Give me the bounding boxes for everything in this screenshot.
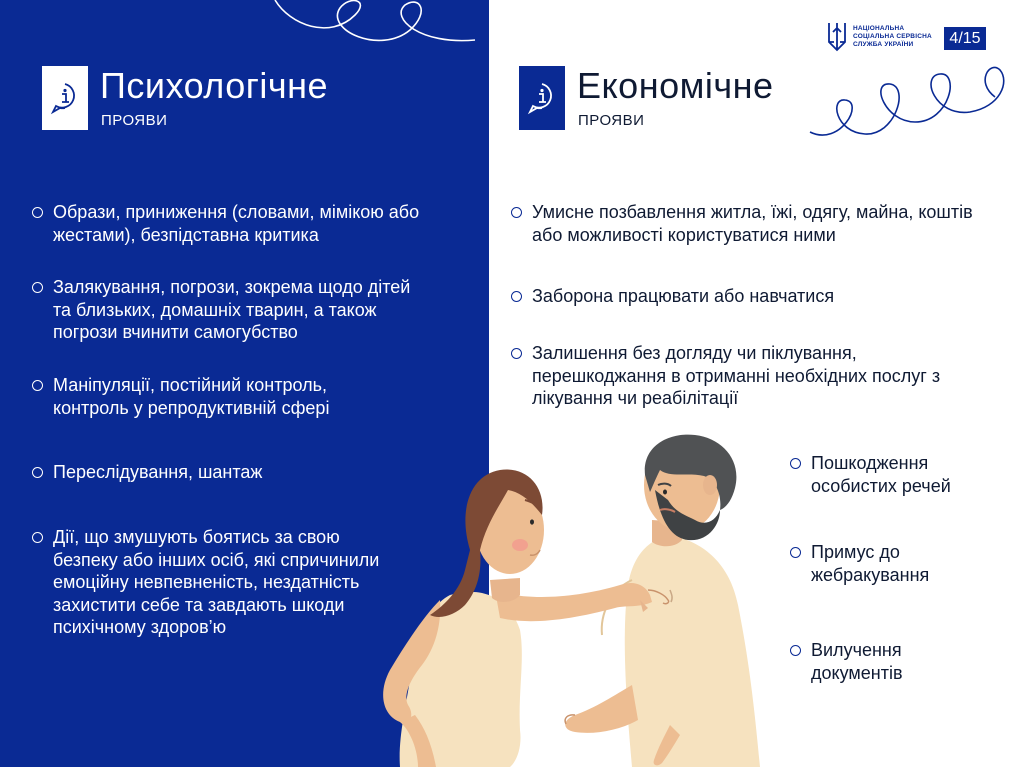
econ-item-5 [790, 541, 970, 586]
bullet-circle-icon [790, 458, 801, 469]
bullet-circle-icon [32, 467, 43, 478]
econ-item-6 [790, 639, 950, 684]
bullet-circle-icon [511, 348, 522, 359]
bullet-circle-icon [32, 532, 43, 543]
heading-psychological: Психологічне [100, 65, 329, 106]
econ-item-2 [511, 285, 996, 308]
psych-item-1-text: Образи, приниження (словами, мімікою або жестами), безпідставна критика [53, 202, 420, 245]
psych-item-2 [32, 276, 432, 344]
bullet-circle-icon [790, 547, 801, 558]
subheading-manifestations-right: ПРОЯВИ [578, 112, 645, 129]
bullet-circle-icon [511, 291, 522, 302]
econ-item-2-text: Заборона працювати або навчатися [532, 286, 835, 306]
bullet-circle-icon [32, 207, 43, 218]
agency-name-line3: СЛУЖБА УКРАЇНИ [853, 41, 914, 48]
psych-item-4 [32, 461, 392, 484]
psych-item-5 [32, 526, 382, 639]
subheading-manifestations-left: ПРОЯВИ [101, 112, 168, 129]
econ-item-5-text: Примус до жебракування [811, 542, 930, 585]
econ-item-1-text: Умисне позбавлення житла, їжі, одягу, майна, коштів або можливості користуватися ними [532, 202, 973, 245]
agency-name-line1: НАЦІОНАЛЬНА [853, 25, 905, 32]
trident-icon [826, 20, 848, 54]
info-bubble-icon [527, 81, 557, 115]
page-indicator: 4/15 [944, 27, 986, 50]
bullet-circle-icon [511, 207, 522, 218]
psych-item-3-text: Маніпуляції, постійний контроль, контроль у репродуктивній сфері [53, 375, 330, 418]
econ-item-4-text: Пошкодження особистих речей [811, 453, 951, 496]
couple-illustration [370, 430, 790, 767]
heading-economic: Економічне [577, 65, 774, 106]
agency-name [853, 25, 932, 49]
swirl-decoration-top [270, 0, 480, 60]
psych-item-3 [32, 374, 392, 419]
info-icon-box-left [42, 66, 88, 130]
bullet-circle-icon [790, 645, 801, 656]
psych-item-4-text: Переслідування, шантаж [53, 462, 263, 482]
psych-item-1 [32, 201, 462, 246]
agency-logo [826, 20, 932, 54]
bullet-circle-icon [32, 380, 43, 391]
bullet-circle-icon [32, 282, 43, 293]
psych-item-5-text: Дії, що змушують боятись за свою безпеку або інших осіб, які спричинили емоційну невпевненість, нездатність захистити себе та завдають шкоди психічному здоров’ю [53, 527, 380, 637]
econ-item-6-text: Вилучення документів [811, 640, 903, 683]
psych-item-2-text: Залякування, погрози, зокрема щодо дітей та близьких, домашніх тварин, а також погрози вчинити самогубство [53, 277, 411, 342]
agency-name-line2: СОЦІАЛЬНА СЕРВІСНА [853, 33, 932, 40]
econ-item-4 [790, 452, 990, 497]
econ-item-3 [511, 342, 951, 410]
swirl-decoration-right [810, 62, 1020, 157]
info-bubble-icon [50, 81, 80, 115]
info-icon-box-right [519, 66, 565, 130]
econ-item-1 [511, 201, 996, 246]
econ-item-3-text: Залишення без догляду чи піклування, перешкоджання в отриманні необхідних послуг з лікування чи реабілітації [532, 343, 941, 408]
